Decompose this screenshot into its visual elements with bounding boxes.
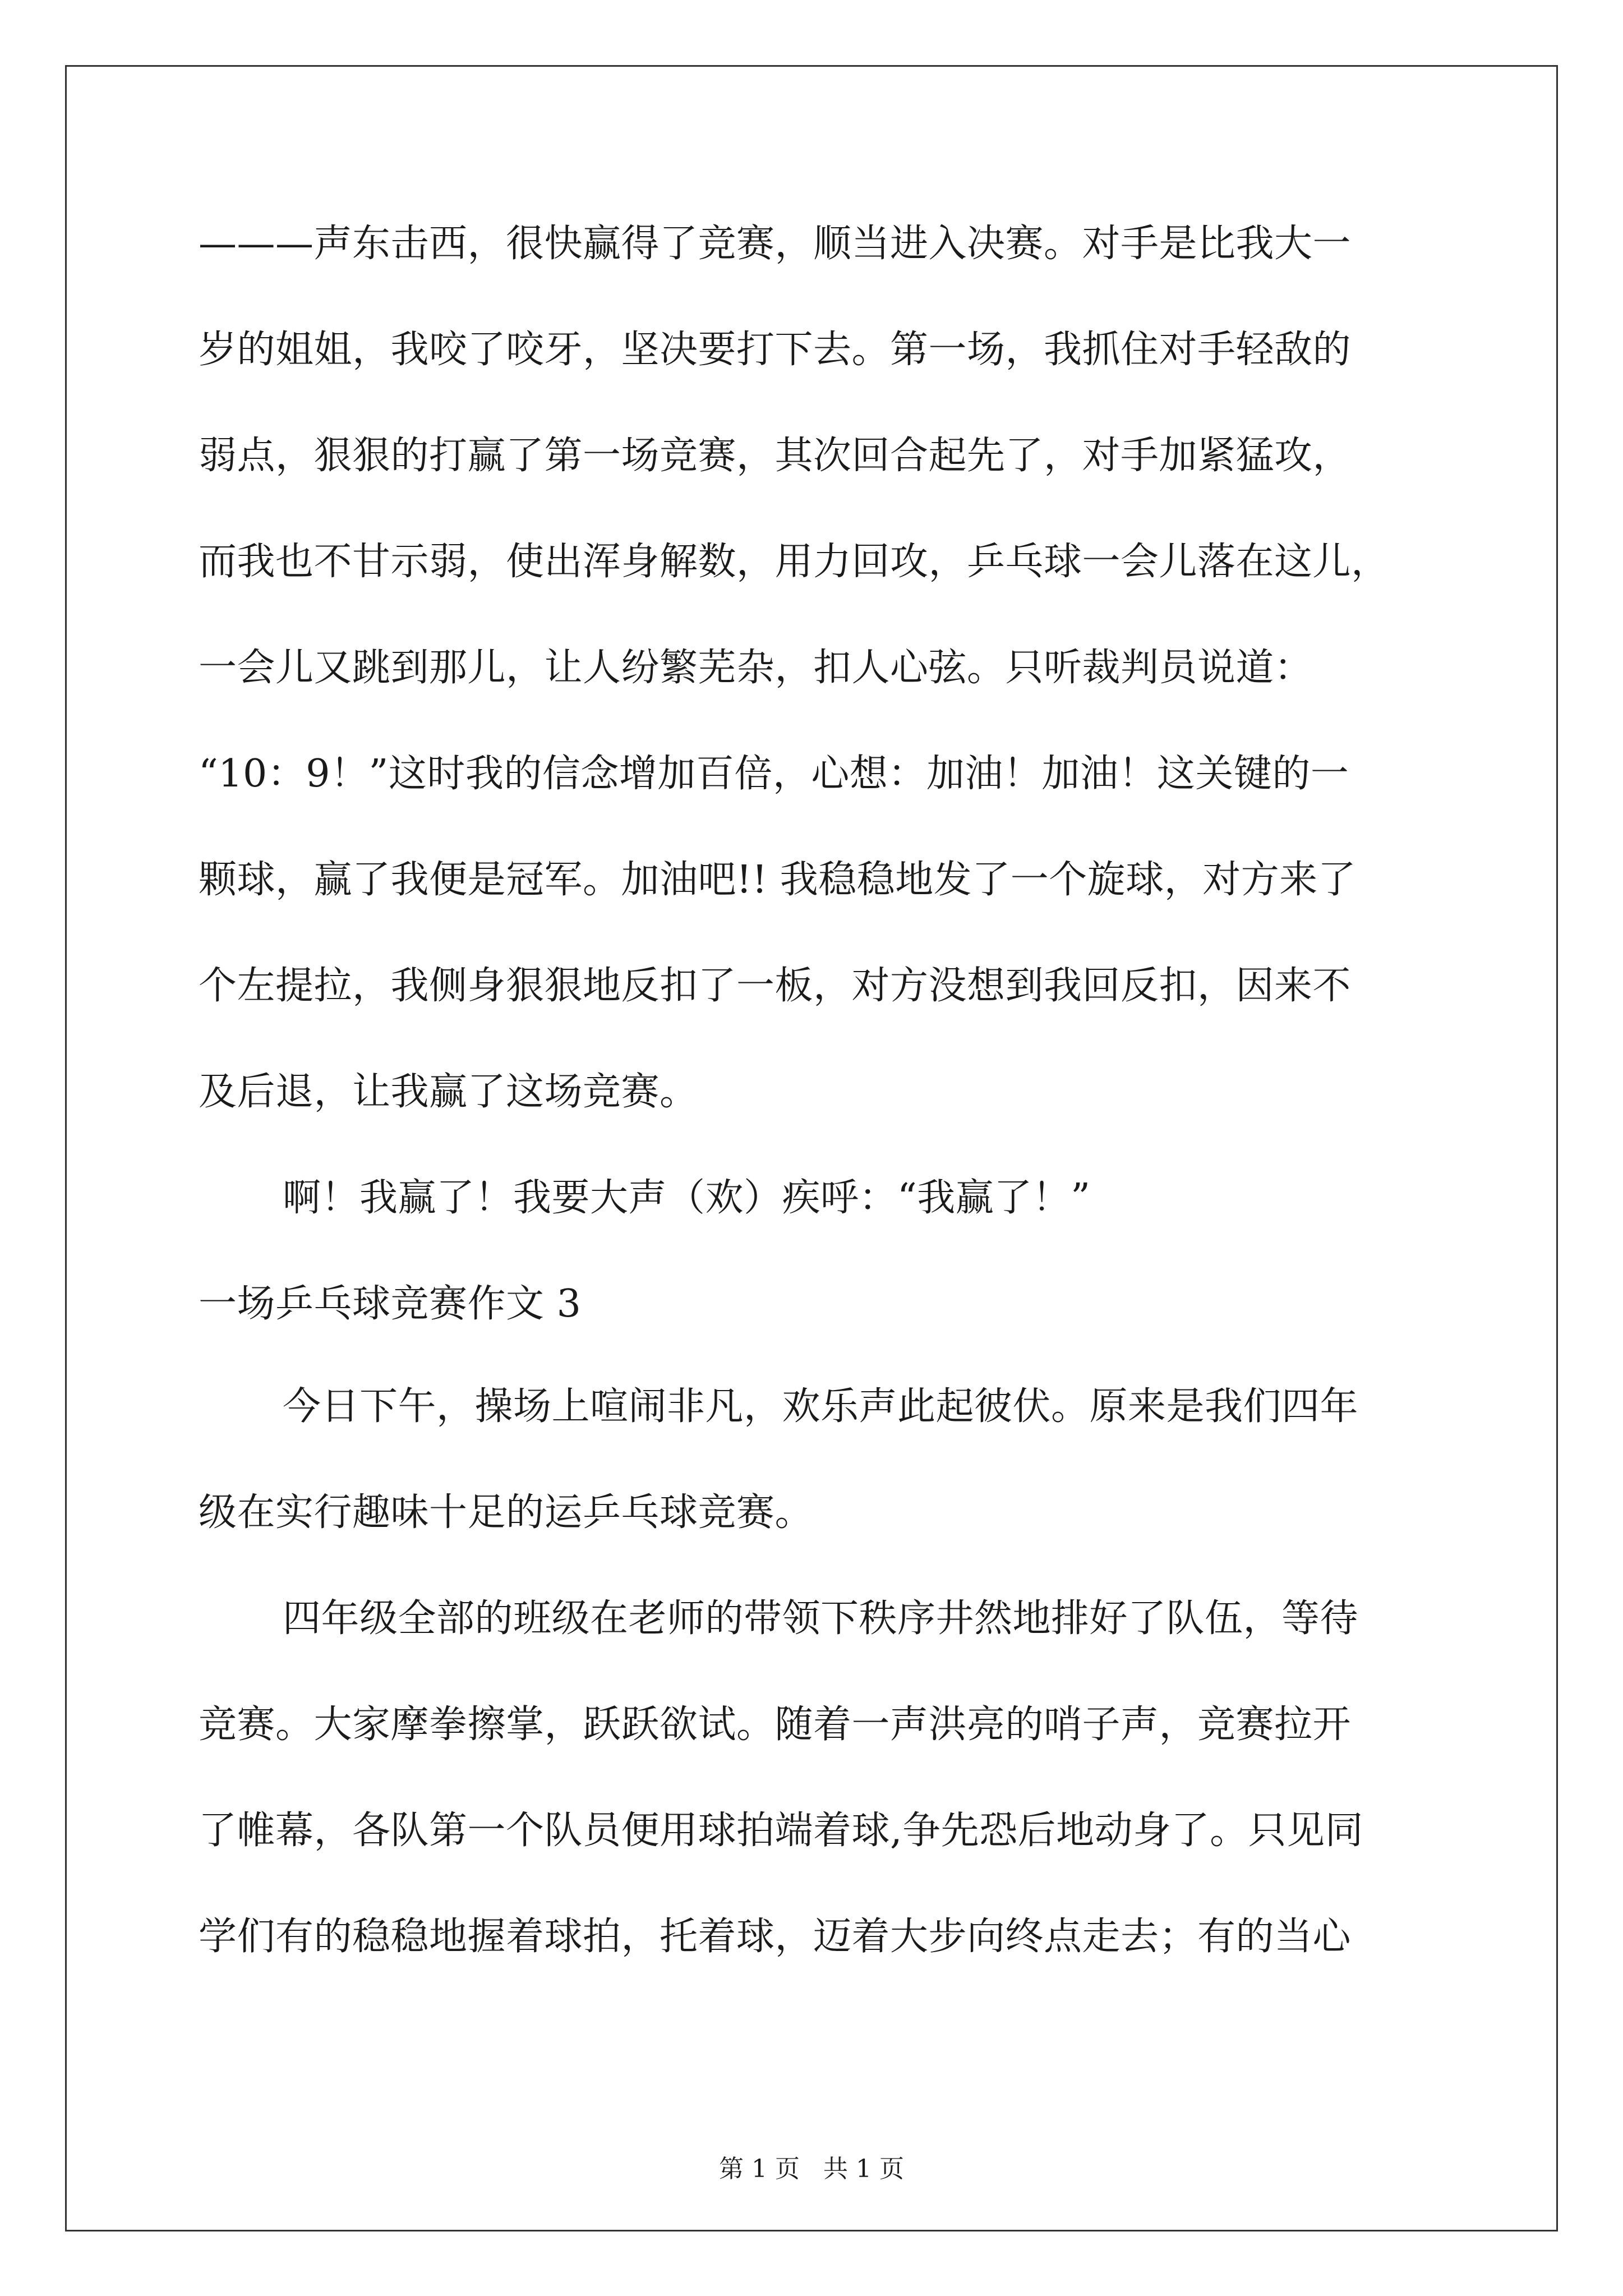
page-total: 共 1 页 [823,2155,904,2183]
page-number: 第 1 页 [719,2155,800,2183]
text-line: 了帷幕，各队第一个队员便用球拍端着球,争先恐后地动身了。只见同 [199,1809,1364,1853]
document-body [199,213,1438,2012]
text-line: 弱点，狠狠的打赢了第一场竞赛，其次回合起先了，对手加紧猛攻， [199,434,1352,478]
section-heading: 一场乒乓球竞赛作文 3 [199,1282,582,1326]
text-line: 学们有的稳稳地握着球拍，托着球，迈着大步向终点走去；有的当心 [199,1915,1352,1959]
text-line: 级在实行趣味十足的运乒乓球竞赛。 [199,1490,814,1535]
text-line: 及后退，让我赢了这场竞赛。 [199,1070,698,1114]
paragraph-start-line: 四年级全部的班级在老师的带领下秩序井然地排好了队伍，等待 [283,1596,1359,1641]
text-line: 而我也不甘示弱，使出浑身解数，用力回攻，乒乓球一会儿落在这儿， [199,540,1390,584]
paragraph-start-line: 啊！我赢了！我要大声（欢）疾呼：“我赢了！” [283,1176,1091,1220]
text-line: 颗球，赢了我便是冠军。加油吧!! 我稳稳地发了一个旋球，对方来了 [199,858,1357,902]
text-line: 岁的姐姐，我咬了咬牙，坚决要打下去。第一场，我抓住对手轻敌的 [199,328,1352,372]
page-footer [0,2148,1623,2184]
text-line: ———声东击西，很快赢得了竞赛，顺当进入决赛。对手是比我大一 [199,222,1352,266]
text-line: “10：9！”这时我的信念增加百倍，心想：加油！加油！这关键的一 [199,752,1349,796]
text-line: 个左提拉，我侧身狠狠地反扣了一板，对方没想到我回反扣，因来不 [199,964,1352,1008]
text-line: 竞赛。大家摩拳擦掌，跃跃欲试。随着一声洪亮的哨子声，竞赛拉开 [199,1703,1352,1747]
text-line: 一会儿又跳到那儿，让人纷繁芜杂，扣人心弦。只听裁判员说道： [199,646,1313,690]
paragraph-start-line: 今日下午，操场上喧闹非凡，欢乐声此起彼伏。原来是我们四年 [283,1384,1359,1429]
